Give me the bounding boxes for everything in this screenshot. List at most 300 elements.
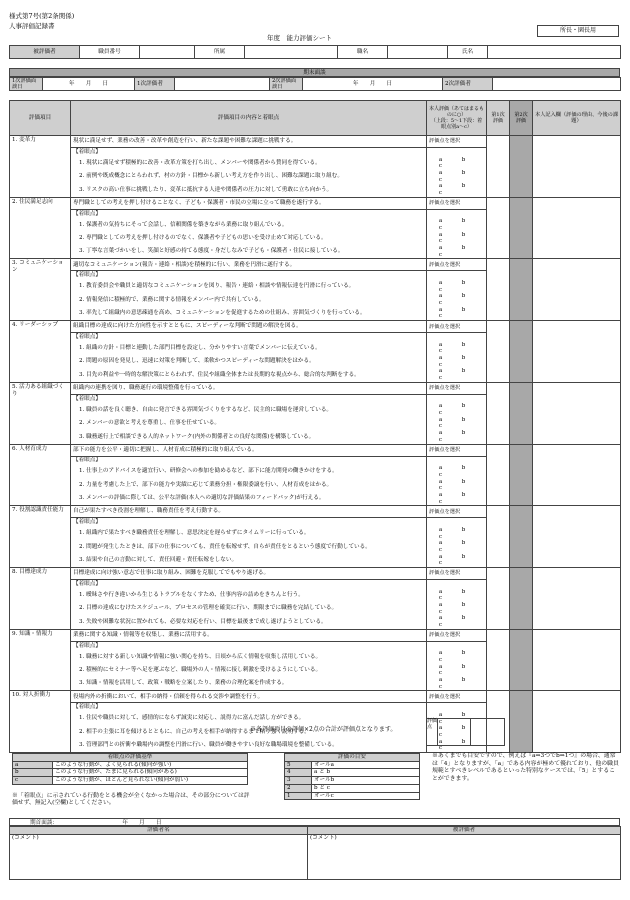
name-label: 氏名 [448, 46, 488, 59]
footer-evaluatee-label: 被評価者 [308, 827, 621, 835]
watch-point: 1. 保護者の気持ちにそって会話し、信頼関係を築きながら業務に取り組んでいる。 [71, 218, 427, 231]
scale-value: オールc [312, 792, 420, 800]
scale-table [284, 753, 420, 800]
option-a[interactable]: a [438, 403, 443, 410]
first-eval-cell[interactable] [487, 568, 510, 630]
option-c[interactable]: c [438, 595, 443, 602]
first-eval-cell[interactable] [487, 197, 510, 259]
watch-point: 1. 職務に対する新しい知識や情報に強い関心を持ち、日頃から広く情報を収集し活用している。 [71, 650, 427, 663]
remarks-cell[interactable] [533, 568, 621, 630]
watch-point: 2. メンバーの意欲と考えを尊重し、仕事を任せている。 [71, 417, 427, 430]
option-b[interactable]: b [461, 677, 466, 684]
option-b[interactable]: b [461, 526, 466, 533]
abc-options[interactable] [427, 664, 487, 677]
watch-label: 【着眼点】 [71, 518, 427, 527]
select-label: 評価点を選択 [429, 138, 461, 145]
option-c[interactable]: c [438, 313, 443, 320]
option-b[interactable]: b [461, 601, 466, 608]
select-label: 評価点を選択 [429, 508, 461, 515]
watch-point: 3. 目先の利益や一時的な解決策にとらわれず、住民や組織全体または長期的な視点から、総合的な判断をする。 [71, 368, 427, 382]
option-b[interactable]: b [461, 231, 466, 238]
abc-options[interactable] [427, 465, 487, 478]
option-c[interactable]: c [438, 533, 443, 540]
second-interview-label: 2次評価面談日 [270, 78, 303, 91]
option-a[interactable]: a [438, 738, 443, 745]
first-eval-cell[interactable] [487, 321, 510, 383]
first-evaluator-label: 1次評価者 [135, 78, 175, 91]
option-c[interactable]: c [438, 546, 443, 553]
option-c[interactable]: c [438, 190, 443, 197]
second-eval-cell[interactable] [510, 321, 533, 383]
dept-field[interactable] [245, 46, 338, 59]
criteria-note: ※「着眼点」に示されている行動をとる機会が全くなかった場合は、その部分については評価せず、無記入(空欄)としてください。 [12, 793, 250, 806]
abc-spacer [427, 641, 487, 650]
option-c[interactable]: c [438, 251, 443, 258]
option-c[interactable]: c [438, 224, 443, 231]
item-description: 適切なコミュニケーション(報告・連絡・相談)を積極的に行い、業務を円滑に遂行する。 [71, 259, 427, 271]
select-label: 評価点を選択 [429, 632, 461, 639]
option-b[interactable]: b [461, 156, 466, 163]
option-a[interactable]: a [438, 245, 443, 252]
select-label: 評価点を選択 [429, 323, 461, 330]
criteria-table [12, 753, 248, 785]
sheet-year: 年度 [267, 34, 280, 42]
option-c[interactable]: c [438, 560, 443, 567]
option-b[interactable]: b [461, 478, 466, 485]
evaluator-comment-label: (コメント) [12, 835, 39, 841]
item-title: 7. 役割認識責任能力 [10, 506, 71, 568]
option-c[interactable]: c [438, 732, 443, 739]
criteria-value: このような行動が、よく見られる(傾向が強い) [53, 761, 248, 769]
option-a[interactable]: a [438, 183, 443, 190]
first-eval-cell[interactable] [487, 444, 510, 506]
watch-label: 【着眼点】 [71, 394, 427, 403]
watch-point: 2. 相手の主張に耳を傾けるとともに、自己の考えを相手が納得するまで粘り強く説明する。 [71, 725, 427, 738]
option-a[interactable]: a [438, 540, 443, 547]
option-c[interactable]: c [438, 670, 443, 677]
abc-spacer [427, 518, 487, 527]
option-b[interactable]: b [461, 725, 466, 732]
abc-options[interactable] [427, 403, 487, 416]
self-eval-select[interactable] [427, 197, 487, 209]
self-eval-select[interactable] [427, 629, 487, 641]
self-eval-select[interactable] [427, 506, 487, 518]
option-a[interactable]: a [438, 218, 443, 225]
abc-options[interactable] [427, 602, 487, 615]
item-description: 専門職としての考えを押し付けることなく、子ども・保護者・市民の立場に立って職務を遂行する。 [71, 197, 427, 209]
option-c[interactable]: c [438, 163, 443, 170]
option-c[interactable]: c [438, 436, 443, 443]
criteria-key: c [13, 777, 53, 785]
self-eval-select[interactable] [427, 382, 487, 394]
option-c[interactable]: c [438, 608, 443, 615]
second-eval-cell[interactable] [510, 691, 533, 753]
first-evaluator-field[interactable] [175, 78, 270, 91]
item-title: 1. 変革力 [10, 136, 71, 198]
select-label: 評価点を選択 [429, 200, 461, 207]
remarks-cell[interactable] [533, 321, 621, 383]
option-b[interactable]: b [461, 183, 466, 190]
first-eval-cell[interactable] [487, 382, 510, 444]
option-b[interactable]: b [461, 403, 466, 410]
abc-options[interactable] [427, 492, 487, 506]
footer-comments [9, 826, 621, 880]
remarks-cell[interactable] [533, 382, 621, 444]
option-a[interactable]: a [438, 306, 443, 313]
col-remarks: 本人記入欄（評価の理由、今後の課題） [533, 101, 621, 136]
option-c[interactable]: c [438, 410, 443, 417]
remarks-cell[interactable] [533, 629, 621, 691]
option-c[interactable]: c [438, 361, 443, 368]
second-eval-cell[interactable] [510, 506, 533, 568]
scale-key: 2 [285, 784, 312, 792]
option-b[interactable]: b [461, 293, 466, 300]
remarks-cell[interactable] [533, 136, 621, 198]
criteria-title: 着眼点の評価基準 [13, 754, 248, 762]
scale-key: 3 [285, 777, 312, 785]
item-title: 4. リーダーシップ [10, 321, 71, 383]
watch-point: 3. 率先して組織内の意思疎通を高め、コミュニケーションを促進するための仕組み、雰囲気づくりを行っている。 [71, 307, 427, 321]
self-eval-select[interactable] [427, 321, 487, 333]
evaluatee-comment-box[interactable] [308, 835, 621, 880]
watch-point: 3. メンバーの評価に際しては、公平な評価(本人への適切な評価結果のフィードバック)が行える。 [71, 492, 427, 506]
watch-point: 3. 失敗や困難な状況に置かれても、必要な対応を行い、目標を最後まで成し遂げようとしている。 [71, 615, 427, 629]
abc-options[interactable] [427, 650, 487, 663]
watch-point: 3. 結果や自己の言動に対して、責任回避・責任転嫁をしない。 [71, 554, 427, 568]
abc-spacer [427, 456, 487, 465]
watch-point: 1. 教育委員会や職員と適切なコミュニケーションを図り、報告・連絡・相談や情報伝達を円滑に行っている。 [71, 280, 427, 293]
period-bar: 期末面談 [9, 68, 620, 77]
watch-point: 3. リスクの高い仕事に挑戦したり、変革に抵抗する人達や関係者の圧力に対して勇敢に立ち向かう。 [71, 183, 427, 197]
position-field[interactable] [388, 46, 448, 59]
option-b[interactable]: b [461, 491, 466, 498]
option-c[interactable]: c [438, 498, 443, 505]
evaluator-comment-box[interactable] [10, 835, 308, 880]
option-b[interactable]: b [461, 465, 466, 472]
abc-options[interactable] [427, 183, 487, 197]
option-c[interactable]: c [438, 718, 443, 725]
item-title: 10. 対人折衝力 [10, 691, 71, 753]
option-a[interactable]: a [438, 169, 443, 176]
option-a[interactable]: a [438, 677, 443, 684]
option-a[interactable]: a [438, 293, 443, 300]
watch-label: 【着眼点】 [71, 333, 427, 342]
option-a[interactable]: a [438, 663, 443, 670]
abc-options[interactable] [427, 589, 487, 602]
option-a[interactable]: a [438, 355, 443, 362]
abc-spacer [427, 148, 487, 157]
option-a[interactable]: a [438, 615, 443, 622]
item-title: 2. 住民満足志向 [10, 197, 71, 259]
watch-point: 3. 管理部門との折衝や職場内の調整を円滑に行い、職員が働きやすい良好な職場環境を整備している。 [71, 739, 427, 753]
evaluatee-label: 被評価者 [10, 46, 80, 59]
first-interview-label: 1次評価面談日 [10, 78, 43, 91]
criteria-key: a [13, 761, 53, 769]
option-b[interactable]: b [461, 738, 466, 745]
col-content: 評価項目の内容と着眼点 [71, 101, 427, 136]
watch-point: 3. 丁寧な言葉づかいをし、笑顔と好感の持てる態度・身だしなみで子ども・保護者・住民に接している。 [71, 245, 427, 259]
abc-options[interactable] [427, 245, 487, 259]
option-c[interactable]: c [438, 485, 443, 492]
option-c[interactable]: c [438, 375, 443, 382]
watch-point: 1. 仕事上のアドバイスを適宜行い、研修会への参加を勧めるなど、部下に能力開発の働きかけをする。 [71, 465, 427, 478]
option-a[interactable]: a [438, 526, 443, 533]
second-evaluator-field[interactable] [493, 78, 621, 91]
option-c[interactable]: c [438, 423, 443, 430]
watch-label: 【着眼点】 [71, 209, 427, 218]
option-c[interactable]: c [438, 745, 443, 752]
item-title: 8. 目標達成力 [10, 568, 71, 630]
abc-options[interactable] [427, 157, 487, 170]
option-b[interactable]: b [461, 306, 466, 313]
select-label: 評価点を選択 [429, 570, 461, 577]
remarks-cell[interactable] [533, 444, 621, 506]
first-eval-cell[interactable] [487, 629, 510, 691]
watch-point: 2. 前例や既成概念にとらわれず、村の方針・目標から新しい考え方を作り出し、困難な課題に取り組む。 [71, 170, 427, 183]
first-eval-cell[interactable] [487, 259, 510, 321]
item-description: 部下の能力を公平・適切に把握し、人材育成に積極的に取り組んでいる。 [71, 444, 427, 456]
watch-point: 1. 職員の話を良く聴き、自由に発言できる雰囲気づくりをするなど、民主的に職場を運営している。 [71, 403, 427, 416]
abc-spacer [427, 580, 487, 589]
score-box-first[interactable] [436, 718, 471, 746]
option-a[interactable]: a [438, 650, 443, 657]
sheet-title: 能力評価シート [286, 34, 332, 42]
item-description: 目標達成に向け強い意志で仕事に取り組み、困難を克服してでもやり遂げる。 [71, 568, 427, 580]
self-eval-select[interactable] [427, 136, 487, 148]
watch-label: 【着眼点】 [71, 148, 427, 157]
scale-key: 5 [285, 761, 312, 769]
score-note: ※各評価項目の評価×2点の合計が評価点となります。 [250, 726, 397, 733]
remarks-cell[interactable] [533, 259, 621, 321]
stamp-box: 所長・園長用 [537, 25, 619, 37]
option-a[interactable]: a [438, 725, 443, 732]
option-a[interactable]: a [438, 416, 443, 423]
abc-options[interactable] [427, 479, 487, 492]
second-eval-cell[interactable] [510, 259, 533, 321]
abc-spacer [427, 209, 487, 218]
abc-spacer [427, 703, 487, 712]
watch-point: 2. 力量を考慮した上で、部下の能力や実績に応じて業務分担・権限委譲を行い、人材育成をはかる。 [71, 479, 427, 492]
scale-key: 1 [285, 792, 312, 800]
option-c[interactable]: c [438, 471, 443, 478]
scale-value: b と c [312, 784, 420, 792]
remarks-cell[interactable] [533, 691, 621, 753]
option-a[interactable]: a [438, 368, 443, 375]
option-b[interactable]: b [461, 279, 466, 286]
scale-value: オールb [312, 777, 420, 785]
item-description: 役場内外の折衝において、相手の納得・信頼を得られる交渉や調整を行う。 [71, 691, 427, 703]
watch-point: 1. 組織内で果たすべき職務責任を理解し、意思決定を遅らせずにタイムリーに行っている。 [71, 527, 427, 540]
second-eval-cell[interactable] [510, 629, 533, 691]
second-eval-cell[interactable] [510, 197, 533, 259]
scale-value: a と b [312, 769, 420, 777]
watch-point: 2. 目標の達成にむけたスケジュール、プロセスの管理を確実に行い、期限までに職務を完結している。 [71, 602, 427, 615]
option-a[interactable]: a [438, 465, 443, 472]
option-a[interactable]: a [438, 491, 443, 498]
watch-point: 1. 現状に満足せず積極的に改善・改革方策を打ち出し、メンバーや関係者から賛同を得ている。 [71, 157, 427, 170]
option-b[interactable]: b [461, 169, 466, 176]
sheet-title-line [267, 35, 332, 43]
abc-options[interactable] [427, 540, 487, 553]
second-evaluator-label: 2次評価者 [443, 78, 493, 91]
abc-spacer [427, 271, 487, 280]
col-second-eval: 第2次評価 [510, 101, 533, 136]
option-c[interactable]: c [438, 300, 443, 307]
abc-options[interactable] [427, 430, 487, 444]
scale-key: 4 [285, 769, 312, 777]
watch-point: 1. 住民や職員に対して、感情的にならず誠実に対応し、説得力に富んだ話し方ができる。 [71, 712, 427, 725]
abc-options[interactable] [427, 677, 487, 691]
option-a[interactable]: a [438, 231, 443, 238]
self-eval-select[interactable] [427, 259, 487, 271]
criteria-key: b [13, 769, 53, 777]
col-item: 評価項目 [10, 101, 71, 136]
abc-options[interactable] [427, 355, 487, 368]
remarks-cell[interactable] [533, 197, 621, 259]
abc-spacer [427, 394, 487, 403]
abc-options[interactable] [427, 368, 487, 382]
item-title: 3. コミュニケーション [10, 259, 71, 321]
abc-options[interactable] [427, 232, 487, 245]
abc-options[interactable] [427, 170, 487, 183]
scale-title: 評価の目安 [285, 754, 420, 762]
watch-label: 【着眼点】 [71, 271, 427, 280]
option-c[interactable]: c [438, 176, 443, 183]
watch-point: 2. 問題の原因を発見し、迅速に対策を判断して、柔軟かつスピーディーな問題解決をはかる。 [71, 355, 427, 368]
staff-no-label: 職員番号 [80, 46, 140, 59]
footer-interview-label: 期首面談： [30, 820, 56, 826]
option-a[interactable]: a [438, 430, 443, 437]
footer-interview-date[interactable]: 年 月 日 [122, 820, 162, 826]
abc-options[interactable] [427, 554, 487, 568]
select-label: 評価点を選択 [429, 693, 461, 700]
name-field[interactable] [488, 46, 621, 59]
option-c[interactable]: c [438, 238, 443, 245]
option-b[interactable]: b [461, 553, 466, 560]
option-a[interactable]: a [438, 279, 443, 286]
select-label: 評価点を選択 [429, 261, 461, 268]
option-a[interactable]: a [438, 711, 443, 718]
option-b[interactable]: b [461, 341, 466, 348]
abc-options[interactable] [427, 527, 487, 540]
item-title: 5. 活力ある組織づくり [10, 382, 71, 444]
option-c[interactable]: c [438, 683, 443, 690]
first-interview-date[interactable]: 年 月 日 [43, 78, 135, 91]
abc-options[interactable] [427, 280, 487, 293]
option-b[interactable]: b [461, 416, 466, 423]
item-description: 組織目標の達成に向けた方向性を示すとともに、スピーディーな判断で問題の解決を図る。 [71, 321, 427, 333]
option-a[interactable]: a [438, 156, 443, 163]
watch-point: 1. 組織の方針・目標と連動した部門目標を設定し、分かりやすい言葉でメンバーに伝えている。 [71, 342, 427, 355]
option-b[interactable]: b [461, 615, 466, 622]
dept-label: 所属 [195, 46, 245, 59]
self-eval-select[interactable] [427, 444, 487, 456]
option-a[interactable]: a [438, 341, 443, 348]
option-b[interactable]: b [461, 245, 466, 252]
scale-value: オールa [312, 761, 420, 769]
col-first-eval: 第1次評価 [487, 101, 510, 136]
self-eval-select[interactable] [427, 568, 487, 580]
option-c[interactable]: c [438, 656, 443, 663]
option-b[interactable]: b [461, 368, 466, 375]
footer-evaluator-label: 評価者名 [10, 827, 308, 835]
item-description: 組織内の連携を図り、職務遂行の環境整備を行っている。 [71, 382, 427, 394]
watch-point: 1. 曖昧さや行き違いから生じるトラブルをなくすため、仕事内容の詰めをきちんと行う。 [71, 589, 427, 602]
abc-options[interactable] [427, 615, 487, 629]
watch-label: 【着眼点】 [71, 580, 427, 589]
criteria-value: このような行動が、たまに見られる(傾向がある) [53, 769, 248, 777]
col-self-eval-note: （上段：5～1下段：着眼点別a～c） [430, 118, 483, 130]
form-title: 人事評価記録書 [9, 22, 55, 30]
first-eval-cell[interactable] [487, 506, 510, 568]
abc-spacer [427, 333, 487, 342]
second-interview-date[interactable]: 年 月 日 [303, 78, 443, 91]
staff-no-field[interactable] [140, 46, 195, 59]
item-title: 6. 人材育成力 [10, 444, 71, 506]
option-c[interactable]: c [438, 622, 443, 629]
option-b[interactable]: b [461, 711, 466, 718]
second-eval-cell[interactable] [510, 444, 533, 506]
option-a[interactable]: a [438, 478, 443, 485]
abc-options[interactable] [427, 293, 487, 306]
position-label: 職名 [338, 46, 388, 59]
item-description: 現状に満足せず、業務の改善・改革や創造を行い、新たな課題や困難な課題に挑戦する。 [71, 136, 427, 148]
option-c[interactable]: c [438, 286, 443, 293]
watch-label: 【着眼点】 [71, 456, 427, 465]
option-b[interactable]: b [461, 355, 466, 362]
col-self-eval-label: 本人評価（あてはまるものに○） [429, 106, 485, 118]
option-b[interactable]: b [461, 540, 466, 547]
option-a[interactable]: a [438, 553, 443, 560]
second-eval-cell[interactable] [510, 382, 533, 444]
watch-point: 2. 積極的にセミナー等へ足を運ぶなど、職場外の人・情報に接し刺激を受けるようにしている。 [71, 664, 427, 677]
option-a[interactable]: a [438, 588, 443, 595]
evaluation-table [9, 100, 621, 753]
self-eval-select[interactable] [427, 691, 487, 703]
form-number: 様式第7号(第2条関係) [9, 12, 75, 20]
abc-options[interactable] [427, 307, 487, 321]
person-row [9, 45, 621, 59]
item-description: 自己が果たすべき役割を理解し、職務責任を考え行動する。 [71, 506, 427, 518]
abc-options[interactable] [427, 342, 487, 355]
score-box-second[interactable] [470, 718, 505, 746]
second-eval-cell[interactable] [510, 136, 533, 198]
option-b[interactable]: b [461, 650, 466, 657]
criteria-value: このような行動が、ほとんど見られない(傾向が弱い) [53, 777, 248, 785]
watch-point: 2. 情報発信に積極的で、業務に関する情報をメンバー内で共有している。 [71, 293, 427, 306]
col-self-eval [427, 101, 487, 136]
option-b[interactable]: b [461, 588, 466, 595]
watch-point: 3. 知識・情報を活用して、政策・戦略を立案したり、業務の合理化案を作成する。 [71, 677, 427, 691]
select-label: 評価点を選択 [429, 385, 461, 392]
watch-point: 2. 専門職としての考えを押し付けるのでなく、保護者や子どもの思いを受け止めて対応している。 [71, 232, 427, 245]
abc-options[interactable] [427, 417, 487, 430]
abc-options[interactable] [427, 218, 487, 231]
period-row [9, 77, 621, 91]
second-eval-cell[interactable] [510, 568, 533, 630]
side-note: ※あくまでも目安ですので、例えば『a⇒3つでb⇒1つ』の場合、通常は「4」となりますが、「a」である内容が極めて優れており、他の職員規範とすべきレベルであるといった特別なケースでは、「5」とすることができます。 [432, 753, 619, 783]
first-eval-cell[interactable] [487, 136, 510, 198]
option-a[interactable]: a [438, 601, 443, 608]
evaluatee-comment-label: (コメント) [310, 835, 337, 841]
item-description: 業務に関する知識・情報等を収集し、業務に活用する。 [71, 629, 427, 641]
option-b[interactable]: b [461, 663, 466, 670]
remarks-cell[interactable] [533, 506, 621, 568]
option-c[interactable]: c [438, 348, 443, 355]
score-label: 評価点 [426, 718, 438, 746]
option-b[interactable]: b [461, 218, 466, 225]
option-b[interactable]: b [461, 430, 466, 437]
